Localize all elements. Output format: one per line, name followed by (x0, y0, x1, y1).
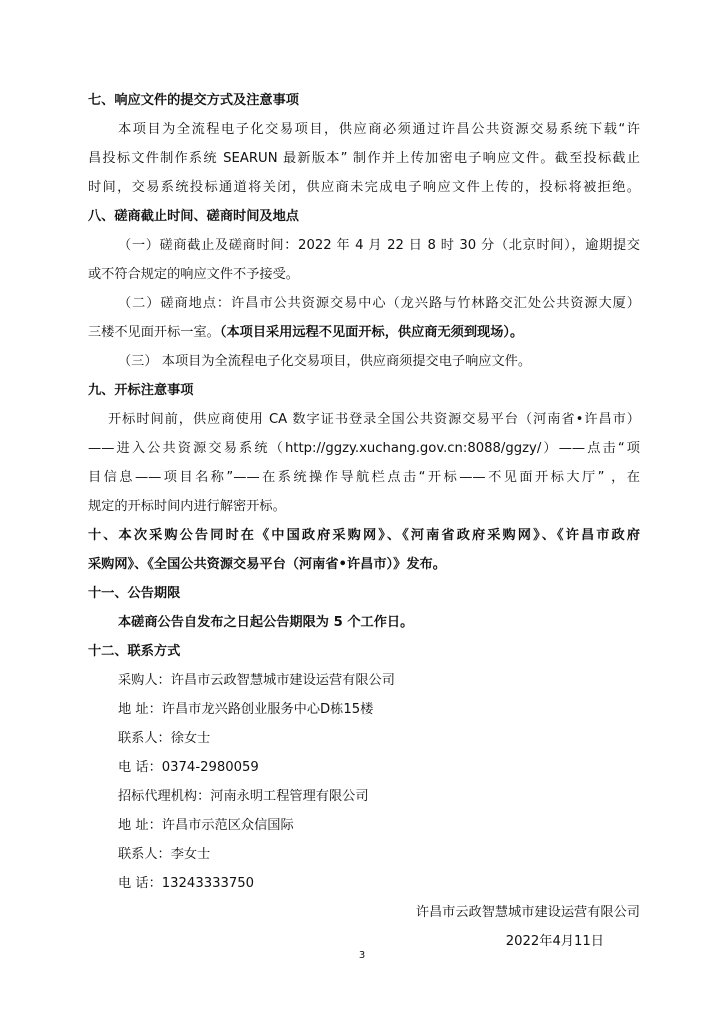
section-12-heading: 十二、联系方式 (88, 644, 181, 659)
contact-agency-person: 联系人：李女士 (118, 847, 211, 862)
section-8-p2-bold-note: （本项目采用远程不见面开标，供应商无须到现场）。 (219, 325, 524, 340)
section-8-heading: 八、磋商截止时间、磋商时间及地点 (88, 209, 299, 224)
contact-purchaser-phone: 电 话：0374-2980059 (118, 760, 259, 775)
contact-agency-phone: 电 话：13243333750 (118, 876, 255, 891)
section-7-heading: 七、响应文件的提交方式及注意事项 (88, 93, 299, 108)
contact-purchaser-person: 联系人：徐女士 (118, 731, 211, 746)
section-8-p2-tail: 三楼不见面开标一室。 (88, 325, 220, 340)
section-8-p1-line-1: （一）磋商截止及磋商时间：2022 年 4 月 22 日 8 时 30 分（北京时间），逾期提交 (118, 238, 640, 253)
section-11-heading: 十一、公告期限 (88, 586, 181, 601)
section-11-text: 本磋商公告自发布之日起公告期限为 5 个工作日。 (118, 615, 414, 630)
section-9-line-4: 规定的开标时间内进行解密开标。 (88, 499, 286, 514)
section-9-line-3: 目信息——项目名称”——在系统操作导航栏点击“开标——不见面开标大厅” ，在 (88, 470, 640, 485)
section-8-p3: （三） 本项目为全流程电子化交易项目，供应商须提交电子响应文件。 (118, 354, 532, 369)
contact-purchaser-address: 地 址：许昌市龙兴路创业服务中心D栋15楼 (118, 702, 374, 717)
signature-date-text: 2022年4月11日 (505, 934, 604, 949)
section-10-line-1: 十、本次采购公告同时在《中国政府采购网》、《河南省政府采购网》、《许昌市政府 (88, 528, 640, 543)
signature-org: 许昌市云政智慧城市建设运营有限公司 (415, 905, 640, 920)
section-8-p1-line-2: 或不符合规定的响应文件不予接受。 (88, 267, 299, 282)
section-9-line-1: 开标时间前，供应商使用 CA 数字证书登录全国公共资源交易平台（河南省•许昌市） (108, 412, 640, 427)
section-7-line-3: 时间，交易系统投标通道将关闭，供应商未完成电子响应文件上传的，投标将被拒绝。 (88, 180, 640, 195)
page-number: 3 (358, 950, 366, 961)
section-9-heading: 九、开标注意事项 (88, 383, 194, 398)
section-10-line-2: 采购网》、《全国公共资源交易平台（河南省•许昌市）》发布。 (88, 557, 446, 572)
contact-agency-address: 地 址：许昌市示范区众信国际 (118, 818, 294, 833)
contact-purchaser: 采购人：许昌市云政智慧城市建设运营有限公司 (118, 673, 395, 688)
section-8-p2-line-2 (88, 324, 640, 342)
section-9-line-2: ——进入公共资源交易系统（http://ggzy.xuchang.gov.cn:8088/ggzy/）——点击“项 (88, 441, 640, 456)
contact-agency: 招标代理机构：河南永明工程管理有限公司 (118, 789, 369, 804)
section-7-line-2: 昌投标文件制作系统 SEARUN 最新版本” 制作并上传加密电子响应文件。截至投标截止 (88, 151, 640, 166)
section-8-p2-line-1: （二）磋商地点：许昌市公共资源交易中心（龙兴路与竹林路交汇处公共资源大厦） (118, 296, 640, 311)
section-7-line-1: 本项目为全流程电子化交易项目，供应商必须通过许昌公共资源交易系统下载“许 (118, 122, 640, 137)
signature-date (380, 933, 640, 951)
